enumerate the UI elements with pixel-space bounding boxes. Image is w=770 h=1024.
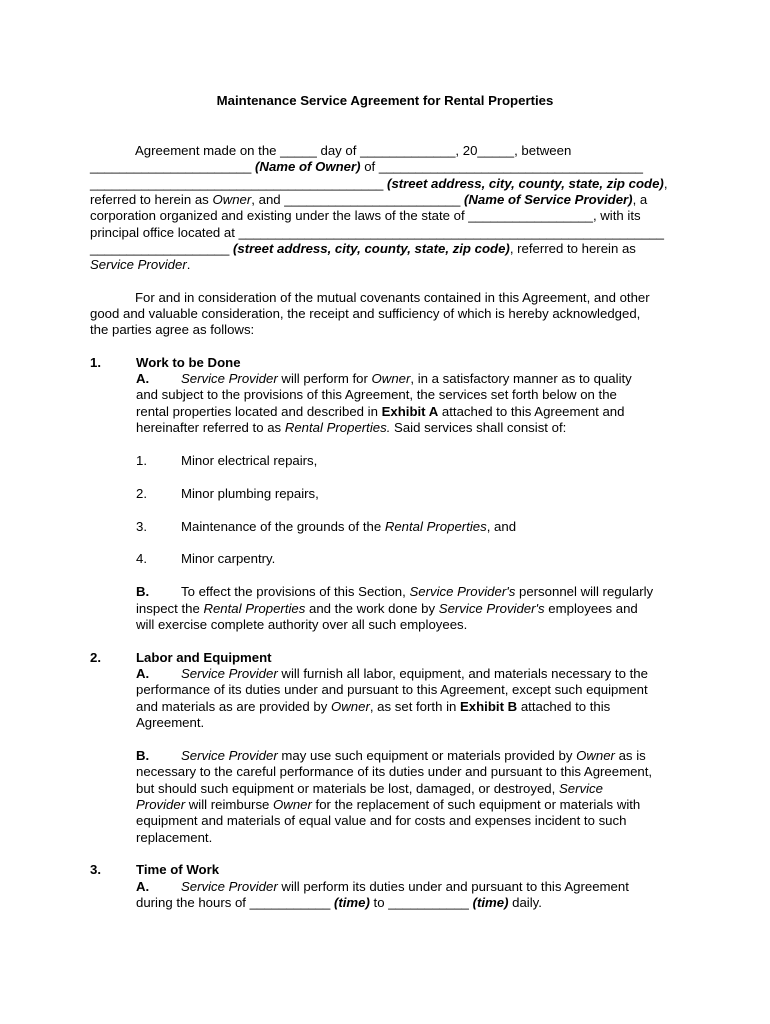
intro-line-1: Agreement made on the _____ day of _____________, 20_____, between	[135, 143, 572, 158]
section-1a-label: A.	[136, 371, 150, 386]
owner-term: Owner	[371, 371, 411, 386]
section-2b-line-2: necessary to the careful performance of its duties under and pursuant to this Agreement,	[136, 764, 653, 779]
provider-name-label: (Name of Service Provider)	[463, 192, 633, 207]
body-text: attached to this	[517, 699, 611, 714]
body-text: will perform its duties under and pursuant to this Agreement	[277, 879, 629, 894]
owner-term: Owner	[273, 797, 312, 812]
section-3a-line-1	[181, 879, 629, 895]
intro-text: referred to herein as	[90, 192, 209, 207]
body-text: as is	[614, 748, 646, 763]
section-2b-line-6: replacement.	[136, 830, 213, 845]
provider-address-label: (street address, city, county, state, zip code)	[233, 241, 510, 256]
body-text: daily.	[508, 895, 542, 910]
service-provider-term: Service Provider	[181, 879, 278, 894]
service-item-2-number: 2.	[136, 486, 147, 501]
section-2b-label: B.	[136, 748, 150, 763]
body-text: Said services shall consist of:	[390, 420, 567, 435]
section-2b-line-5: equipment and materials of equal value and for costs and expenses incident to such	[136, 813, 627, 828]
body-text: will furnish all labor, equipment, and materials necessary to the	[277, 666, 648, 681]
section-2a-line-3	[136, 699, 610, 715]
owner-name-label: (Name of Owner)	[255, 159, 361, 174]
body-text: but should such equipment or materials be lost, damaged, or destroyed,	[136, 781, 559, 796]
time-label: (time)	[472, 895, 509, 910]
section-1b-line-3: will exercise complete authority over all such employees.	[136, 617, 468, 632]
intro-line-2	[90, 159, 643, 175]
consideration-line-2: good and valuable consideration, the receipt and sufficiency of which is hereby acknowledged,	[90, 306, 641, 321]
provider-address-blank: ___________________	[90, 241, 230, 256]
start-time-blank: during the hours of ___________	[136, 895, 334, 910]
section-2b-line-3	[136, 781, 603, 797]
punctuation: ,	[663, 176, 668, 191]
body-text: Maintenance of the grounds of the	[181, 519, 385, 534]
section-2b-line-4	[136, 797, 640, 813]
service-provider-term: Service Provider	[181, 748, 278, 763]
owner-term: Owner	[331, 699, 370, 714]
service-provider-term: Service Provider's	[409, 584, 516, 599]
punctuation: .	[186, 257, 191, 272]
section-3a-line-2	[136, 895, 542, 911]
service-provider-term: Provider	[136, 797, 186, 812]
rental-properties-term: Rental Properties	[384, 519, 487, 534]
section-3-heading: Time of Work	[136, 862, 220, 877]
body-text: may use such equipment or materials provided by	[277, 748, 577, 763]
section-2a-line-2: performance of its duties under and pursuant to this Agreement, except such equipment	[136, 682, 648, 697]
service-item-3-number: 3.	[136, 519, 147, 534]
exhibit-b-reference: Exhibit B	[460, 699, 518, 714]
service-provider-term: Service Provider	[181, 371, 278, 386]
body-text: rental properties located and described in	[136, 404, 382, 419]
section-1-heading: Work to be Done	[136, 355, 241, 370]
service-provider-term: Service Provider	[90, 257, 187, 272]
body-text: for the replacement of such equipment or materials with	[311, 797, 641, 812]
end-time-blank: to ___________	[369, 895, 473, 910]
body-text: , in a satisfactory manner as to quality	[410, 371, 632, 386]
time-label: (time)	[333, 895, 370, 910]
service-item-3-text	[181, 519, 516, 535]
owner-address-label: (street address, city, county, state, zip code)	[387, 176, 664, 191]
exhibit-a-reference: Exhibit A	[381, 404, 439, 419]
section-1b-label: B.	[136, 584, 150, 599]
body-text: To effect the provisions of this Section,	[181, 584, 410, 599]
service-item-4-text: Minor carpentry.	[181, 551, 276, 566]
intro-text: , a	[632, 192, 648, 207]
owner-name-blank: ______________________	[90, 159, 252, 174]
intro-text: , referred to herein as	[509, 241, 636, 256]
section-2a-line-1	[181, 666, 648, 682]
body-text: and materials as are provided by	[136, 699, 331, 714]
section-3a-label: A.	[136, 879, 150, 894]
section-1a-line-2: and subject to the provisions of this Agreement, the services set forth below on the	[136, 387, 617, 402]
section-2a-label: A.	[136, 666, 150, 681]
consideration-line-3: the parties agree as follows:	[90, 322, 255, 337]
body-text: attached to this Agreement and	[438, 404, 625, 419]
body-text: and the work done by	[305, 601, 439, 616]
service-provider-term: Service	[558, 781, 603, 796]
section-2b-line-1	[181, 748, 646, 764]
body-text: , as set forth in	[369, 699, 460, 714]
section-1a-line-3	[136, 404, 624, 420]
body-text: , and	[486, 519, 517, 534]
section-1b-line-1	[181, 584, 653, 600]
intro-line-7	[90, 241, 636, 257]
body-text: will reimburse	[185, 797, 274, 812]
service-item-4-number: 4.	[136, 551, 147, 566]
intro-line-3	[90, 176, 668, 192]
section-3-number: 3.	[90, 862, 101, 877]
section-1b-line-2	[136, 601, 638, 617]
service-provider-term: Service Provider's	[438, 601, 545, 616]
section-2-number: 2.	[90, 650, 101, 665]
body-text: inspect the	[136, 601, 204, 616]
intro-line-4	[90, 192, 647, 208]
intro-line-6: principal office located at __________________________________________________________	[90, 225, 664, 240]
service-item-2-text: Minor plumbing repairs,	[181, 486, 319, 501]
body-text: personnel will regularly	[515, 584, 654, 599]
section-1a-line-1	[181, 371, 632, 387]
owner-term: Owner	[212, 192, 252, 207]
body-text: will perform for	[277, 371, 372, 386]
section-1a-line-4	[136, 420, 566, 436]
section-2a-line-4: Agreement.	[136, 715, 205, 730]
intro-line-5: corporation organized and existing under the laws of the state of _________________, with its	[90, 208, 641, 223]
section-1-number: 1.	[90, 355, 101, 370]
body-text: employees and	[544, 601, 638, 616]
owner-address-blank-2: ________________________________________	[90, 176, 384, 191]
owner-term: Owner	[576, 748, 615, 763]
owner-address-blank: of ____________________________________	[364, 159, 643, 174]
body-text: hereinafter referred to as	[136, 420, 285, 435]
service-item-1-number: 1.	[136, 453, 147, 468]
section-2-heading: Labor and Equipment	[136, 650, 272, 665]
rental-properties-term: Rental Properties	[203, 601, 306, 616]
service-provider-term: Service Provider	[181, 666, 278, 681]
document-title: Maintenance Service Agreement for Rental Properties	[216, 93, 554, 108]
rental-properties-term: Rental Properties.	[284, 420, 391, 435]
intro-line-8	[90, 257, 190, 273]
service-item-1-text: Minor electrical repairs,	[181, 453, 318, 468]
provider-name-blank: , and ________________________	[251, 192, 461, 207]
consideration-line-1: For and in consideration of the mutual covenants contained in this Agreement, and other	[135, 290, 650, 305]
